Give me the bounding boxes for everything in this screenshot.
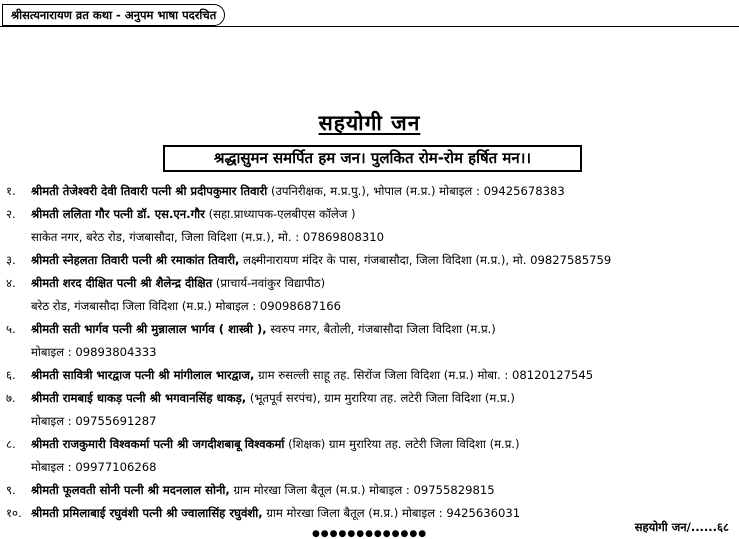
contributor-details-continued: मोबाइल : 09755691287 xyxy=(31,414,157,428)
list-item-number: ७. xyxy=(6,391,16,405)
contributor-details: ग्राम मोरखा जिला बैतूल (म.प्र.) मोबाइल : 09755829815 xyxy=(229,483,495,497)
contributor-details: ग्राम मोरखा जिला बैतूल (म.प्र.) मोबाइल : 9425636031 xyxy=(262,506,521,520)
contributor-name: श्रीमती तेजेश्वरी देवी तिवारी पत्नी श्री प्रदीपकुमार तिवारी xyxy=(31,184,268,198)
list-item-number: २. xyxy=(6,207,16,221)
contributor-name: श्रीमती रामबाई धाकड़ पत्नी श्री भगवानसिंह धाकड़, xyxy=(31,391,247,405)
contributor-details: लक्ष्मीनारायण मंदिर के पास, गंजबासौदा, जिला विदिशा (म.प्र.), मो. 09827585759 xyxy=(239,253,612,267)
running-header: श्रीसत्यनारायण व्रत कथा - अनुपम भाषा पदरचित xyxy=(2,4,225,26)
list-item-number: ६. xyxy=(6,368,16,382)
contributor-details-continued: मोबाइल : 09977106268 xyxy=(31,460,157,474)
list-item-number: १. xyxy=(6,184,16,198)
list-item-number: ४. xyxy=(6,276,16,290)
contributor-list xyxy=(6,180,736,525)
contributor-details: (शिक्षक) ग्राम मुरारिया तह. लटेरी जिला विदिशा (म.प्र.) xyxy=(284,437,520,451)
contributor-name: श्रीमती फूलवती सोनी पत्नी श्री मदनलाल सोनी, xyxy=(31,483,230,497)
list-item xyxy=(6,502,736,525)
list-item xyxy=(6,364,736,387)
list-item-number: ९. xyxy=(6,483,16,497)
contributor-name: श्रीमती राजकुमारी विश्वकर्मा पत्नी श्री जगदीशबाबू विश्वकर्मा xyxy=(31,437,285,451)
list-item xyxy=(6,203,736,226)
list-item-number: ५. xyxy=(6,322,16,336)
contributor-details: ग्राम रुसल्ली साहू तह. सिरोंज जिला विदिशा (म.प्र.) मोबा. : 08120127545 xyxy=(254,368,594,382)
contributor-details-continued: बरेठ रोड, गंजबासौदा जिला विदिशा (म.प्र.) मोबाइल : 09098687166 xyxy=(31,299,342,313)
contributor-name: श्रीमती ललिता गौर पत्नी डॉ. एस.एन.गौर xyxy=(31,207,205,221)
contributor-details: स्वरुप नगर, बैतोली, गंजबासौदा जिला विदिशा (म.प्र.) xyxy=(266,322,496,336)
list-item xyxy=(6,318,736,341)
contributor-name: श्रीमती सावित्री भारद्वाज पत्नी श्री मांगीलाल भारद्वाज, xyxy=(31,368,255,382)
list-item-number: १०. xyxy=(6,506,22,520)
contributor-details: (प्राचार्य-नवांकुर विद्यापीठ) xyxy=(212,276,326,290)
footer-dots: ●●●●●●●●●●●●● xyxy=(311,529,428,539)
contributor-details: (भूतपूर्व सरपंच), ग्राम मुरारिया तह. लटेरी जिला विदिशा (म.प्र.) xyxy=(246,391,515,405)
list-item-number: ३. xyxy=(6,253,16,267)
list-item-number: ८. xyxy=(6,437,16,451)
list-item xyxy=(6,433,736,456)
list-item xyxy=(6,249,736,272)
page-title xyxy=(0,108,739,138)
contributor-name: श्रीमती शरद दीक्षित पत्नी श्री शैलेन्द्र दीक्षित xyxy=(31,276,213,290)
contributor-details-continued: साकेत नगर, बरेठ रोड, गंजबासौदा, जिला विदिशा (म.प्र.), मो. : 07869808310 xyxy=(31,230,385,244)
list-item xyxy=(6,180,736,203)
list-item xyxy=(6,387,736,410)
list-item xyxy=(6,272,736,295)
contributor-name: श्रीमती स्नेहलता तिवारी पत्नी श्री रमाकांत तिवारी, xyxy=(31,253,240,267)
page-footer-label: सहयोगी जन/......६८ xyxy=(634,520,729,534)
contributor-name: श्रीमती सती भार्गव पत्नी श्री मुन्नालाल भार्गव ( शास्त्री ), xyxy=(31,322,267,336)
motto-box: श्रद्धासुमन समर्पित हम जन। पुलकित रोम-रोम हर्षित मन।। xyxy=(163,145,582,172)
contributor-details: (सहा.प्राध्यापक-एलबीएस कॉलेज ) xyxy=(204,207,356,221)
contributor-name: श्रीमती प्रमिलाबाई रघुवंशी पत्नी श्री ज्वालासिंह रघुवंशी, xyxy=(31,506,263,520)
contributor-details-continued: मोबाइल : 09893804333 xyxy=(31,345,157,359)
contributor-details: (उपनिरीक्षक, म.प्र.पु.), भोपाल (म.प्र.) मोबाइल : 09425678383 xyxy=(267,184,565,198)
page-title-text: सहयोगी जन xyxy=(318,110,421,135)
list-item xyxy=(6,479,736,502)
header-rule xyxy=(0,26,739,27)
